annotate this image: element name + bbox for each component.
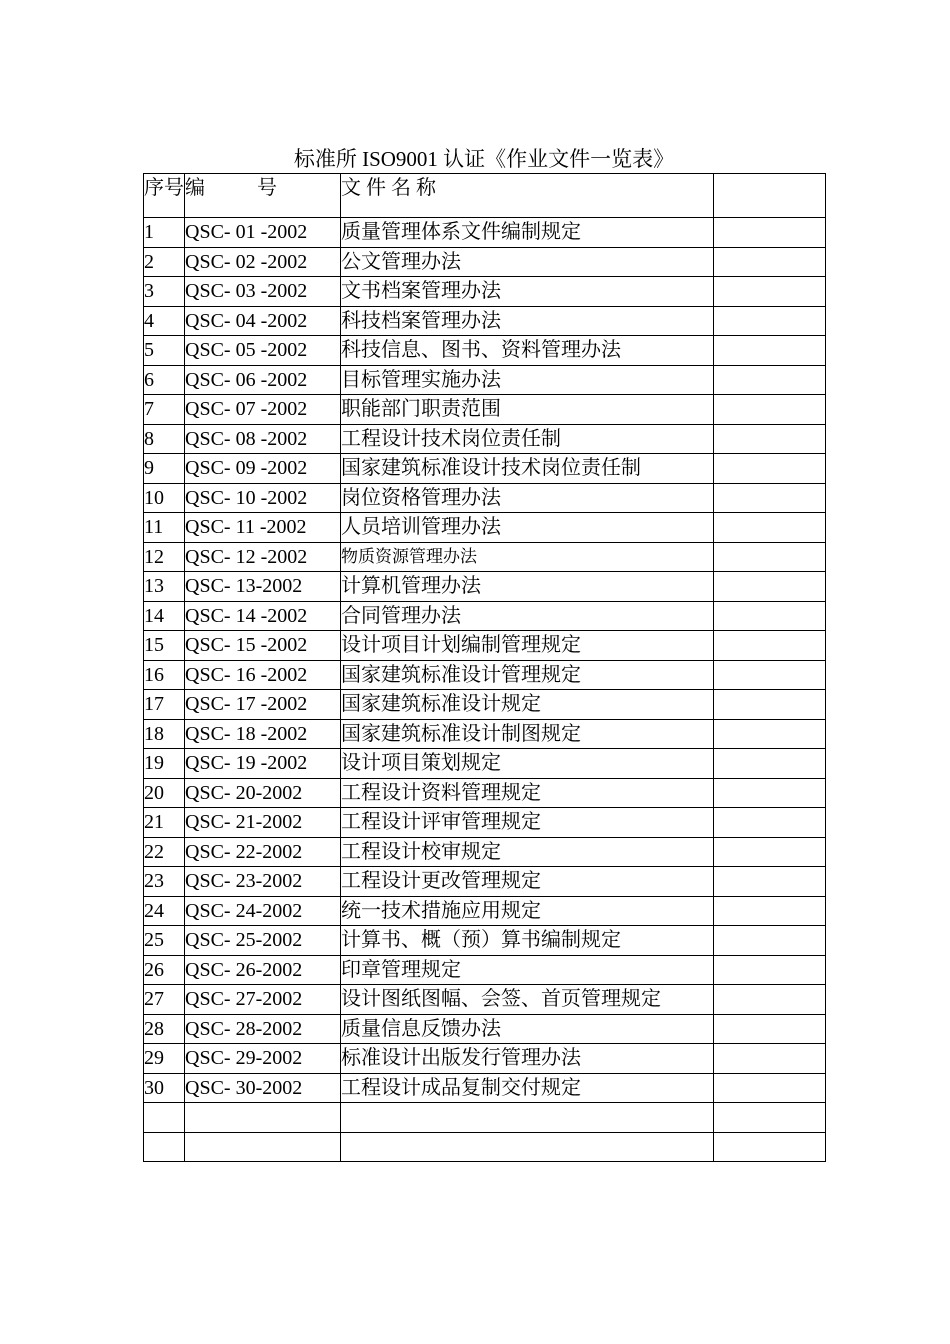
- row-name-cell: 工程设计技术岗位责任制: [341, 424, 714, 454]
- row-seq-cell: 14: [144, 601, 185, 631]
- row-name-cell: [341, 1132, 714, 1162]
- row-seq-cell: 16: [144, 660, 185, 690]
- row-extra-cell: [714, 601, 826, 631]
- table-row: [144, 867, 826, 897]
- table-row: [144, 1073, 826, 1103]
- row-code-cell: QSC- 18 -2002: [185, 719, 341, 749]
- row-seq-cell: 24: [144, 896, 185, 926]
- row-name-cell: 工程设计资料管理规定: [341, 778, 714, 808]
- row-seq-cell: 28: [144, 1014, 185, 1044]
- row-code-cell: QSC- 27-2002: [185, 985, 341, 1015]
- row-extra-cell: [714, 572, 826, 602]
- table-row: [144, 513, 826, 543]
- row-code-cell: [185, 1103, 341, 1133]
- row-code-cell: QSC- 30-2002: [185, 1073, 341, 1103]
- table-row: [144, 749, 826, 779]
- header-code-part2: 号: [257, 177, 277, 199]
- header-code: [185, 174, 341, 218]
- row-seq-cell: 1: [144, 218, 185, 248]
- row-name-cell: 工程设计评审管理规定: [341, 808, 714, 838]
- row-seq-cell: 6: [144, 365, 185, 395]
- row-name-cell: 科技档案管理办法: [341, 306, 714, 336]
- row-seq-cell: 13: [144, 572, 185, 602]
- table-row: [144, 719, 826, 749]
- row-extra-cell: [714, 867, 826, 897]
- row-extra-cell: [714, 365, 826, 395]
- row-seq-cell: 3: [144, 277, 185, 307]
- row-seq-cell: 5: [144, 336, 185, 366]
- row-code-cell: QSC- 26-2002: [185, 955, 341, 985]
- row-code-cell: QSC- 11 -2002: [185, 513, 341, 543]
- row-extra-cell: [714, 424, 826, 454]
- row-extra-cell: [714, 808, 826, 838]
- row-extra-cell: [714, 660, 826, 690]
- row-name-cell: 统一技术措施应用规定: [341, 896, 714, 926]
- row-code-cell: QSC- 28-2002: [185, 1014, 341, 1044]
- row-code-cell: QSC- 09 -2002: [185, 454, 341, 484]
- row-code-cell: QSC- 29-2002: [185, 1044, 341, 1074]
- row-extra-cell: [714, 395, 826, 425]
- row-seq-cell: 25: [144, 926, 185, 956]
- row-name-cell: 人员培训管理办法: [341, 513, 714, 543]
- row-extra-cell: [714, 896, 826, 926]
- row-seq-cell: 30: [144, 1073, 185, 1103]
- row-code-cell: QSC- 01 -2002: [185, 218, 341, 248]
- row-seq-cell: 17: [144, 690, 185, 720]
- row-code-cell: QSC- 25-2002: [185, 926, 341, 956]
- row-extra-cell: [714, 719, 826, 749]
- header-extra: [714, 174, 826, 218]
- row-code-cell: [185, 1132, 341, 1162]
- row-seq-cell: 18: [144, 719, 185, 749]
- row-extra-cell: [714, 218, 826, 248]
- row-extra-cell: [714, 1103, 826, 1133]
- table-row: [144, 601, 826, 631]
- row-seq-cell: 27: [144, 985, 185, 1015]
- row-extra-cell: [714, 513, 826, 543]
- row-code-cell: QSC- 02 -2002: [185, 247, 341, 277]
- row-code-cell: QSC- 10 -2002: [185, 483, 341, 513]
- row-name-cell: [341, 1103, 714, 1133]
- row-name-cell: 印章管理规定: [341, 955, 714, 985]
- row-extra-cell: [714, 542, 826, 572]
- row-seq-cell: 29: [144, 1044, 185, 1074]
- header-code-part1: 编: [185, 177, 205, 199]
- row-code-cell: QSC- 17 -2002: [185, 690, 341, 720]
- row-name-cell: 国家建筑标准设计制图规定: [341, 719, 714, 749]
- row-seq-cell: 15: [144, 631, 185, 661]
- row-seq-cell: 22: [144, 837, 185, 867]
- document-title: 标准所 ISO9001 认证《作业文件一览表》: [293, 147, 675, 171]
- table-row: [144, 483, 826, 513]
- row-seq-cell: 26: [144, 955, 185, 985]
- table-row: [144, 1014, 826, 1044]
- table-row: [144, 1044, 826, 1074]
- row-name-cell: 计算书、概（预）算书编制规定: [341, 926, 714, 956]
- row-extra-cell: [714, 454, 826, 484]
- row-code-cell: QSC- 24-2002: [185, 896, 341, 926]
- row-extra-cell: [714, 1044, 826, 1074]
- row-seq-cell: [144, 1103, 185, 1133]
- row-extra-cell: [714, 778, 826, 808]
- row-name-cell: 国家建筑标准设计技术岗位责任制: [341, 454, 714, 484]
- row-name-cell: 质量信息反馈办法: [341, 1014, 714, 1044]
- row-name-cell: 工程设计校审规定: [341, 837, 714, 867]
- row-name-cell: 工程设计成品复制交付规定: [341, 1073, 714, 1103]
- row-extra-cell: [714, 837, 826, 867]
- row-seq-cell: 19: [144, 749, 185, 779]
- row-extra-cell: [714, 985, 826, 1015]
- row-extra-cell: [714, 483, 826, 513]
- row-code-cell: QSC- 06 -2002: [185, 365, 341, 395]
- row-extra-cell: [714, 749, 826, 779]
- row-code-cell: QSC- 15 -2002: [185, 631, 341, 661]
- table-row: [144, 247, 826, 277]
- table-row: [144, 837, 826, 867]
- table-row: [144, 306, 826, 336]
- row-seq-cell: 20: [144, 778, 185, 808]
- table-row: [144, 690, 826, 720]
- row-extra-cell: [714, 336, 826, 366]
- row-extra-cell: [714, 247, 826, 277]
- table-row: [144, 926, 826, 956]
- row-seq-cell: 8: [144, 424, 185, 454]
- table-row: [144, 365, 826, 395]
- row-extra-cell: [714, 926, 826, 956]
- row-code-cell: QSC- 14 -2002: [185, 601, 341, 631]
- table-row: [144, 395, 826, 425]
- row-name-cell: 物质资源管理办法: [341, 542, 714, 572]
- row-name-cell: 目标管理实施办法: [341, 365, 714, 395]
- row-extra-cell: [714, 690, 826, 720]
- table-row: [144, 572, 826, 602]
- table-row: [144, 424, 826, 454]
- row-extra-cell: [714, 1132, 826, 1162]
- row-name-cell: 职能部门职责范围: [341, 395, 714, 425]
- row-name-cell: 设计项目计划编制管理规定: [341, 631, 714, 661]
- row-name-cell: 国家建筑标准设计管理规定: [341, 660, 714, 690]
- table-row: [144, 1132, 826, 1162]
- row-seq-cell: 4: [144, 306, 185, 336]
- row-code-cell: QSC- 12 -2002: [185, 542, 341, 572]
- header-seq: 序号: [144, 174, 185, 218]
- row-extra-cell: [714, 1014, 826, 1044]
- row-code-cell: QSC- 20-2002: [185, 778, 341, 808]
- table-row: [144, 336, 826, 366]
- row-code-cell: QSC- 08 -2002: [185, 424, 341, 454]
- row-name-cell: 计算机管理办法: [341, 572, 714, 602]
- table-row: [144, 660, 826, 690]
- row-seq-cell: 9: [144, 454, 185, 484]
- row-code-cell: QSC- 03 -2002: [185, 277, 341, 307]
- row-code-cell: QSC- 16 -2002: [185, 660, 341, 690]
- row-seq-cell: 2: [144, 247, 185, 277]
- row-seq-cell: 21: [144, 808, 185, 838]
- row-name-cell: 工程设计更改管理规定: [341, 867, 714, 897]
- table-row: [144, 631, 826, 661]
- header-name: 文 件 名 称: [341, 174, 714, 218]
- row-extra-cell: [714, 955, 826, 985]
- table-row: [144, 808, 826, 838]
- row-code-cell: QSC- 21-2002: [185, 808, 341, 838]
- row-extra-cell: [714, 631, 826, 661]
- row-name-cell: 公文管理办法: [341, 247, 714, 277]
- row-seq-cell: 12: [144, 542, 185, 572]
- table-row: [144, 955, 826, 985]
- row-seq-cell: [144, 1132, 185, 1162]
- document-list-table: [143, 173, 826, 1162]
- row-name-cell: 岗位资格管理办法: [341, 483, 714, 513]
- row-extra-cell: [714, 306, 826, 336]
- table-row: [144, 896, 826, 926]
- row-code-cell: QSC- 05 -2002: [185, 336, 341, 366]
- row-name-cell: 设计图纸图幅、会签、首页管理规定: [341, 985, 714, 1015]
- table-row: [144, 542, 826, 572]
- table-header-row: [144, 174, 826, 218]
- table-row: [144, 454, 826, 484]
- row-name-cell: 设计项目策划规定: [341, 749, 714, 779]
- table-row: [144, 985, 826, 1015]
- row-code-cell: QSC- 04 -2002: [185, 306, 341, 336]
- table-row: [144, 218, 826, 248]
- row-seq-cell: 10: [144, 483, 185, 513]
- row-code-cell: QSC- 19 -2002: [185, 749, 341, 779]
- row-seq-cell: 11: [144, 513, 185, 543]
- table-row: [144, 778, 826, 808]
- row-seq-cell: 23: [144, 867, 185, 897]
- row-extra-cell: [714, 1073, 826, 1103]
- row-extra-cell: [714, 277, 826, 307]
- table-row: [144, 277, 826, 307]
- row-code-cell: QSC- 23-2002: [185, 867, 341, 897]
- row-name-cell: 文书档案管理办法: [341, 277, 714, 307]
- row-name-cell: 国家建筑标准设计规定: [341, 690, 714, 720]
- row-name-cell: 标准设计出版发行管理办法: [341, 1044, 714, 1074]
- row-code-cell: QSC- 07 -2002: [185, 395, 341, 425]
- row-name-cell: 合同管理办法: [341, 601, 714, 631]
- row-code-cell: QSC- 13-2002: [185, 572, 341, 602]
- row-code-cell: QSC- 22-2002: [185, 837, 341, 867]
- row-seq-cell: 7: [144, 395, 185, 425]
- table-row: [144, 1103, 826, 1133]
- row-name-cell: 质量管理体系文件编制规定: [341, 218, 714, 248]
- row-name-cell: 科技信息、图书、资料管理办法: [341, 336, 714, 366]
